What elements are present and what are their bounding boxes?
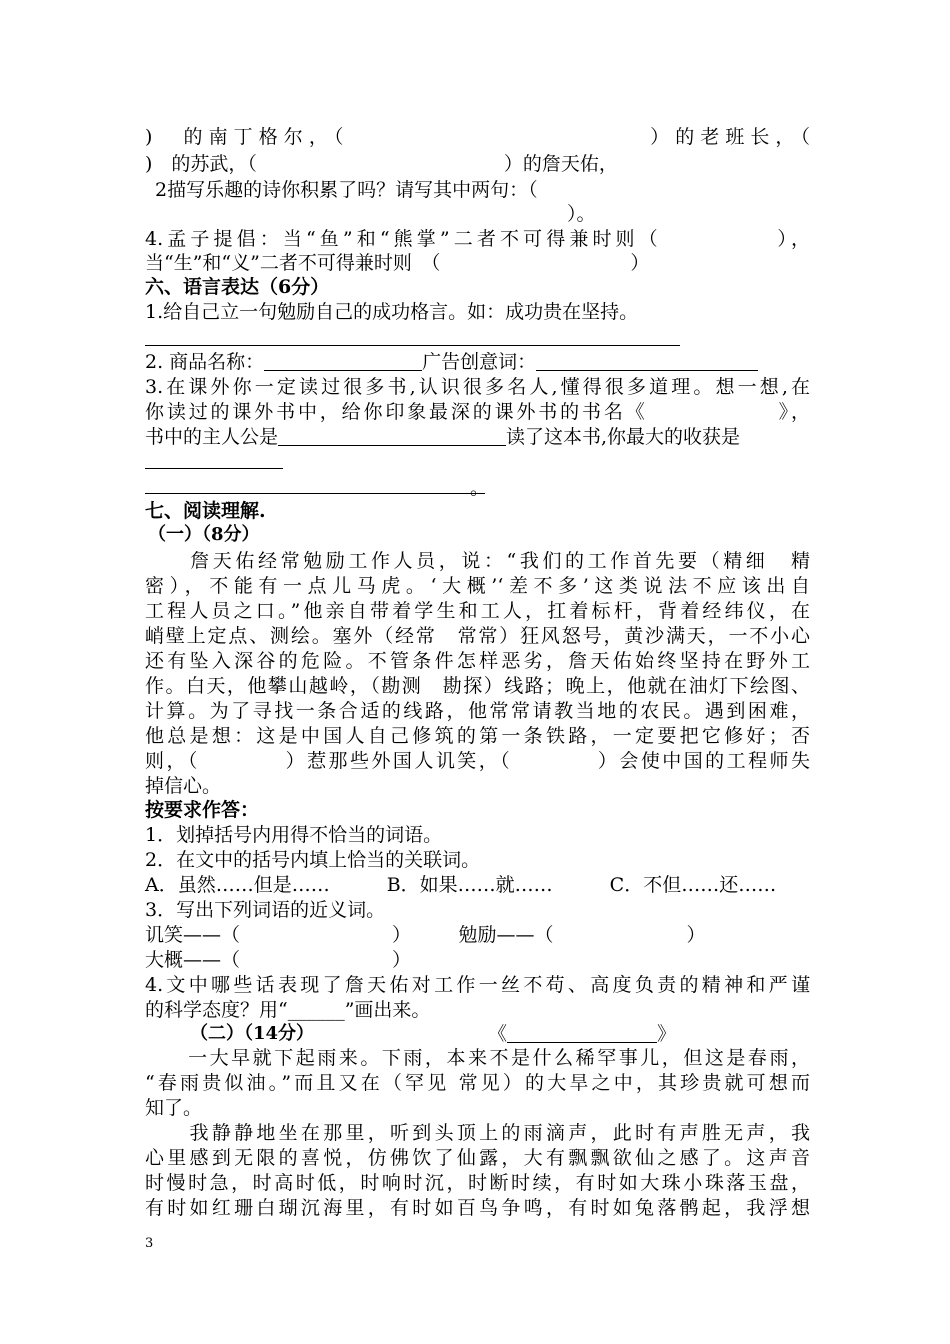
title-blank <box>488 1022 708 1046</box>
question-line: 4.文中哪些话表现了詹天佑对工作一丝不苟、高度负责的精神和严谨 <box>145 974 810 996</box>
section-heading: 七、阅读理解. <box>145 500 266 522</box>
text-line: 。 <box>470 477 490 499</box>
blank-product-name <box>264 352 422 371</box>
passage-line: 密），不能有一点儿马虎。‘大概’‘差不多’这类说法不应该出自 <box>145 575 810 597</box>
text-line: ) 的苏武，（ ）的詹天佑， <box>145 153 618 175</box>
passage-line: 一大早就下起雨来。下雨，本来不是什么稀罕事儿，但这是春雨， <box>145 1047 810 1069</box>
text-line: 当“生”和“义”二者不可得兼时则 （ ） <box>145 252 650 274</box>
text-line: 3.在课外你一定读过很多书,认识很多名人,懂得很多道理。想一想,在 <box>145 376 810 398</box>
label-gain: 读了这本书,你最大的收获是 <box>506 426 741 448</box>
page-number: 3 <box>145 1236 154 1251</box>
passage-line: 掉信心。 <box>145 775 222 797</box>
label-ad-slogan: 广告创意词： <box>422 351 537 373</box>
question-line: 讥笑——（ ） 勉励——（ ） <box>145 924 706 946</box>
passage-line: 我静静地坐在那里，听到头顶上的雨滴声，此时有声胜无声，我 <box>145 1122 810 1144</box>
text-line: 你读过的课外书中，给你印象最深的课外书的书名《 》， <box>145 401 810 423</box>
question-line: A．虽然……但是…… B．如果……就…… C．不但……还…… <box>145 874 777 896</box>
blank-ad-slogan <box>536 352 758 371</box>
subsection-heading: （一）（8分） <box>148 524 260 545</box>
title-open-bracket: 《 <box>488 1023 508 1045</box>
title-close-bracket: 》 <box>657 1023 677 1045</box>
section-heading: 按要求作答： <box>145 799 260 821</box>
text-line: ) 的南丁格尔，（ ）的老班长，（ <box>145 126 810 148</box>
blank-title <box>507 1024 657 1043</box>
question-line: 的科学态度？用“______”画出来。 <box>145 999 431 1021</box>
answer-line <box>145 345 680 346</box>
question-line: 大概——（ ） <box>145 949 412 971</box>
blank-protagonist <box>278 427 506 446</box>
text-line: 2描写乐趣的诗你积累了吗？请写其中两句：（ <box>155 179 538 201</box>
section-heading: 六、语言表达（6分） <box>145 276 330 298</box>
passage-line: 詹天佑经常勉励工作人员，说：“我们的工作首先要（精细 精 <box>145 550 810 572</box>
subsection-heading: （二）（14分） <box>190 1023 315 1044</box>
answer-line <box>145 468 283 469</box>
passage-line: 有时如红珊白瑚沉海里，有时如百鸟争鸣，有时如兔落鹘起，我浮想 <box>145 1197 810 1219</box>
question-line: 2．在文中的括号内填上恰当的关联词。 <box>145 849 481 871</box>
text-line <box>145 425 810 449</box>
question-line: 1．划掉括号内用得不恰当的词语。 <box>145 824 443 846</box>
label-protagonist: 书中的主人公是 <box>145 426 279 448</box>
passage-line: 计算。为了寻找一条合适的线路，他常常请教当地的农民。遇到困难， <box>145 700 810 722</box>
passage-line: “春雨贵似油。”而且又在（罕见 常见）的大旱之中，其珍贵就可想而 <box>145 1072 810 1094</box>
text-line: 4.孟子提倡：当“鱼”和“熊掌”二者不可得兼时则（ ）， <box>145 228 810 250</box>
passage-line: 工程人员之口。”他亲自带着学生和工人，扛着标杆，背着经纬仪，在 <box>145 600 810 622</box>
passage-line: 则，（ ）惹那些外国人讥笑，（ ）会使中国的工程师失 <box>145 750 810 772</box>
label-product-name: 2. 商品名称： <box>145 351 265 373</box>
passage-line: 峭壁上定点、测绘。塞外（经常 常常）狂风怒号，黄沙满天，一不小心 <box>145 625 810 647</box>
passage-line: 还有坠入深谷的危险。不管条件怎样恶劣，詹天佑始终坚持在野外工 <box>145 650 810 672</box>
passage-line: 知了。 <box>145 1097 203 1119</box>
text-line: ）。 <box>567 203 596 225</box>
text-line <box>145 350 810 374</box>
passage-line: 作。白天，他攀山越岭，（勘测 勘探）线路；晚上，他就在油灯下绘图、 <box>145 675 810 697</box>
text-line: 1.给自己立一句勉励自己的成功格言。如：成功贵在坚持。 <box>145 301 639 323</box>
passage-line: 他总是想：这是中国人自己修筑的第一条铁路，一定要把它修好；否 <box>145 725 810 747</box>
passage-line: 时慢时急，时高时低，时响时沉，时断时续，有时如大珠小珠落玉盘， <box>145 1172 810 1194</box>
passage-line: 心里感到无限的喜悦，仿佛饮了仙露，大有飘飘欲仙之感了。这声音 <box>145 1147 810 1169</box>
question-line: 3．写出下列词语的近义词。 <box>145 899 386 921</box>
answer-line <box>145 493 485 494</box>
